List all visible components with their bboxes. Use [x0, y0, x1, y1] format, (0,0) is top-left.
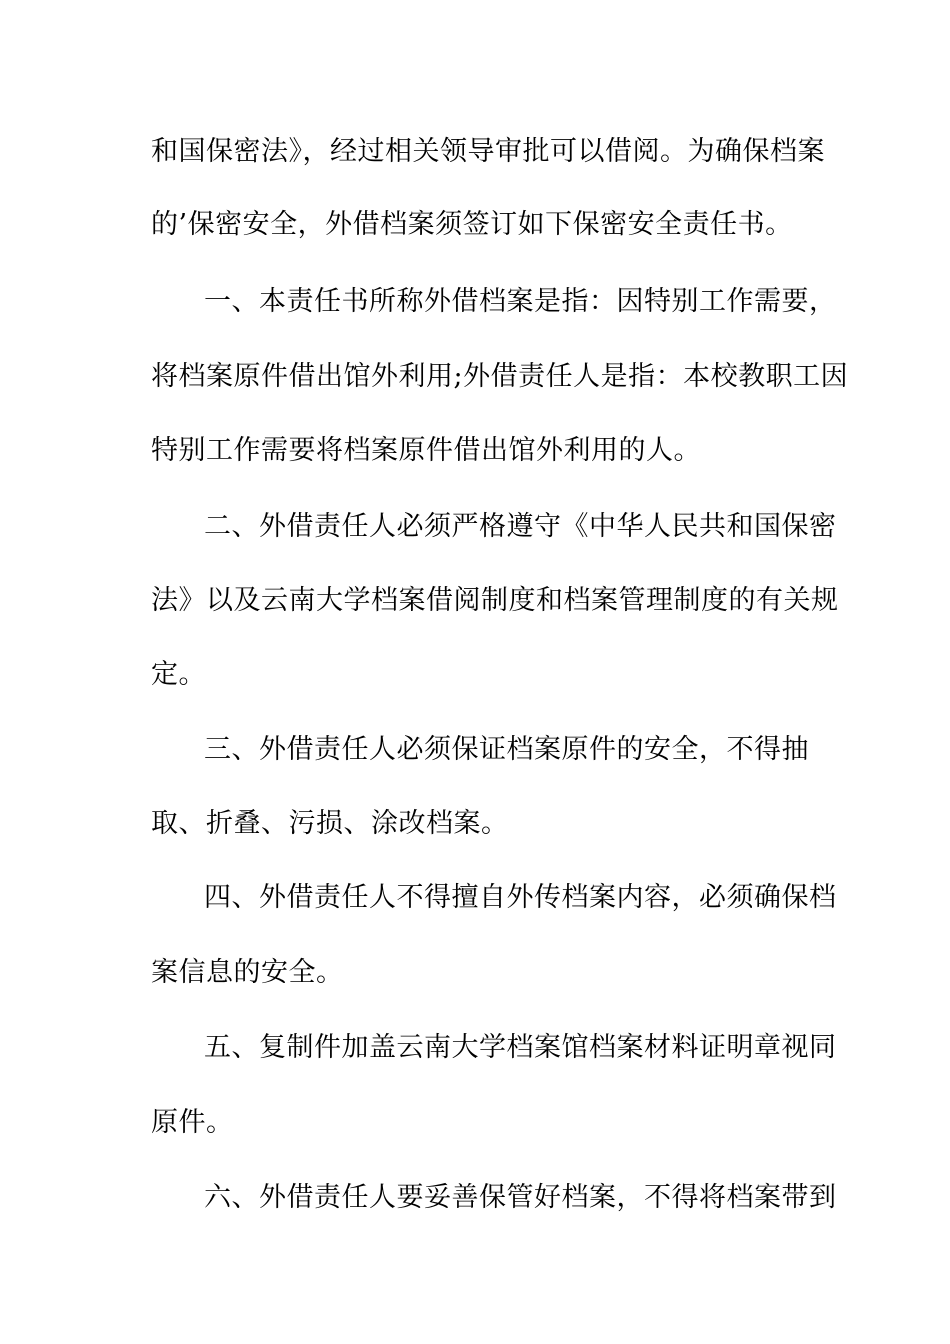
- text-line: 的’保密安全，外借档案须签订如下保密安全责任书。: [151, 209, 793, 240]
- paragraph-4-line: 四、外借责任人不得擅自外传档案内容，必须确保档: [204, 882, 837, 913]
- text-line: 案信息的安全。: [151, 957, 344, 988]
- text-line: 将档案原件借出馆外利用;外借责任人是指：本校教职工因: [151, 361, 849, 392]
- text-line: 定。: [151, 659, 206, 690]
- paragraph-2-line: 二、外借责任人必须严格遵守《中华人民共和国保密: [204, 511, 837, 542]
- paragraph-1-line: 一、本责任书所称外借档案是指：因特别工作需要，: [204, 286, 837, 317]
- text-line: 取、折叠、污损、涂改档案。: [151, 808, 509, 839]
- text-line: 特别工作需要将档案原件借出馆外利用的人。: [151, 435, 701, 466]
- paragraph-6-line: 六、外借责任人要妥善保管好档案，不得将档案带到: [204, 1182, 837, 1213]
- paragraph-5-line: 五、复制件加盖云南大学档案馆档案材料证明章视同: [204, 1032, 837, 1063]
- text-line: 原件。: [151, 1107, 234, 1138]
- text-line: 法》以及云南大学档案借阅制度和档案管理制度的有关规: [151, 585, 839, 616]
- text-line: 和国保密法》，经过相关领导审批可以借阅。为确保档案: [151, 136, 825, 167]
- paragraph-3-line: 三、外借责任人必须保证档案原件的安全，不得抽: [204, 734, 809, 765]
